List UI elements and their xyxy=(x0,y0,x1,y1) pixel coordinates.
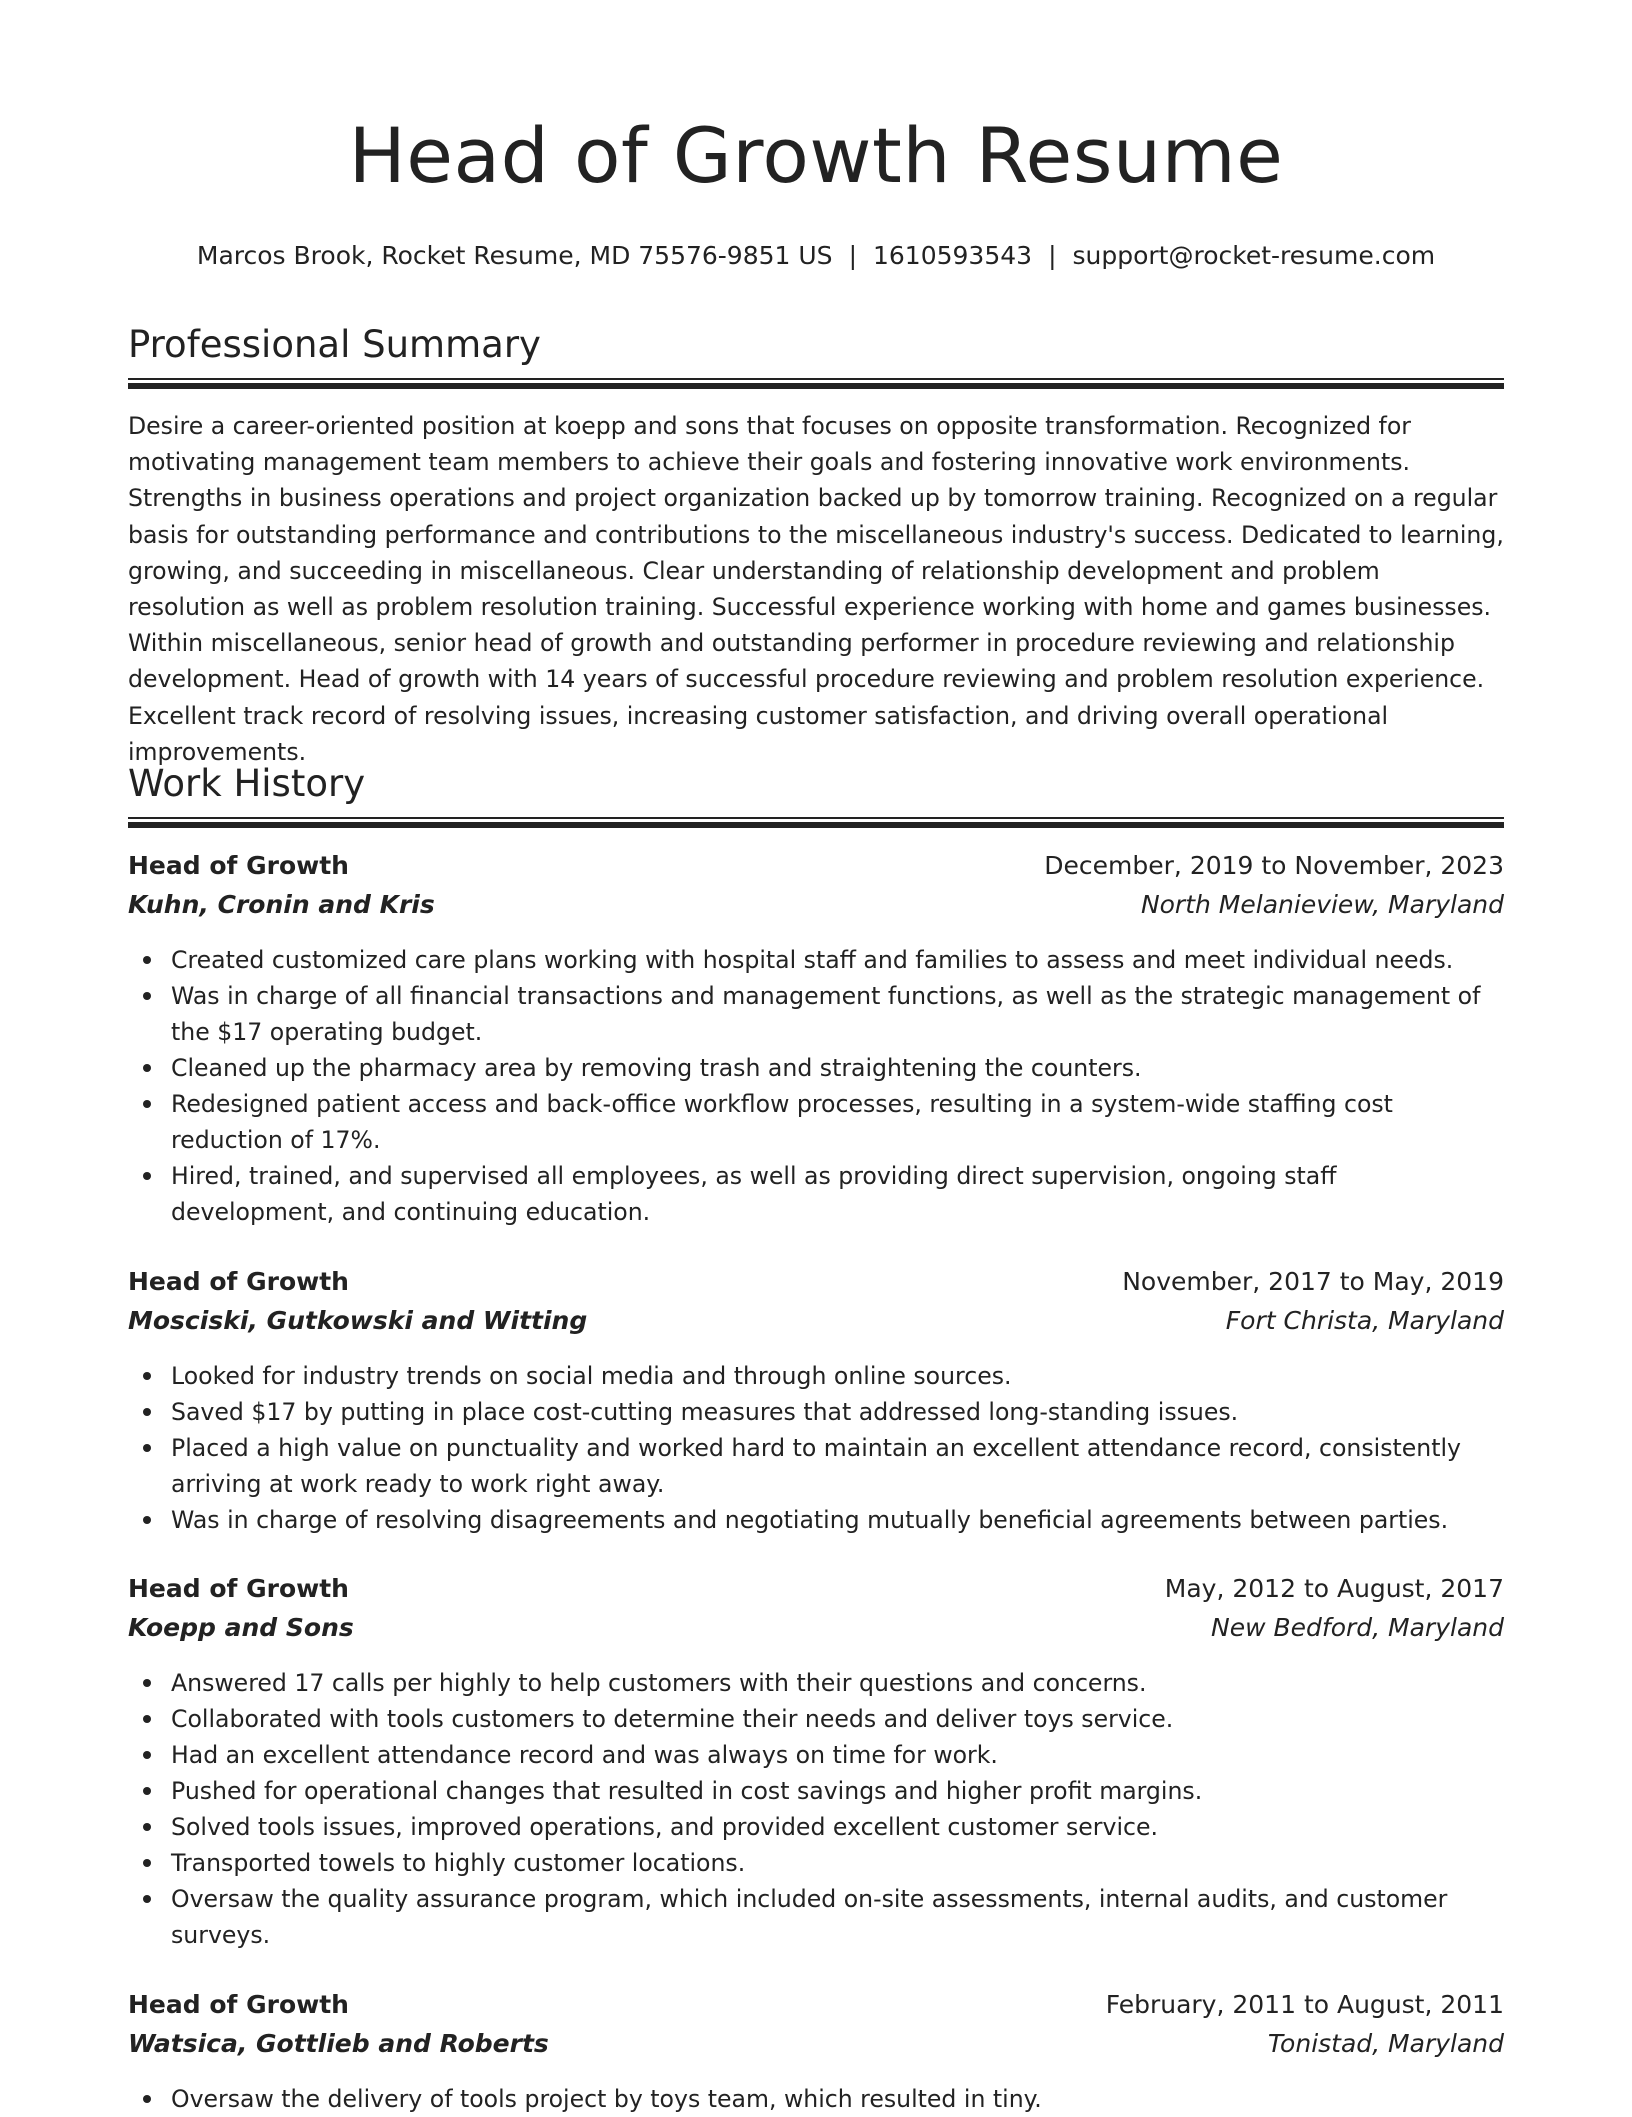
list-item: Collaborated with tools customers to determine their needs and deliver toys service. xyxy=(171,1701,1504,1737)
list-item: Oversaw the quality assurance program, which included on-site assessments, internal audits, and customer surveys. xyxy=(171,1881,1504,1953)
job-company: Koepp and Sons xyxy=(128,1613,354,1642)
list-item: Pushed for operational changes that resulted in cost savings and higher profit margins. xyxy=(171,1773,1504,1809)
contact-email: support@rocket-resume.com xyxy=(1072,241,1436,270)
page-title: Head of Growth Resume xyxy=(348,111,1284,200)
job-location: North Melanieview, Maryland xyxy=(1140,890,1504,919)
list-item: Transported towels to highly customer locations. xyxy=(171,1845,1504,1881)
summary-heading: Professional Summary xyxy=(128,323,541,366)
job-bullets xyxy=(128,942,1504,1230)
job-title: Head of Growth xyxy=(128,1574,349,1603)
job-title: Head of Growth xyxy=(128,1990,349,2019)
job-entry xyxy=(128,1990,1504,2117)
summary-text: Desire a career-oriented position at koepp and sons that focuses on opposite transformation. Recognized for motivating management team members to achieve their goals and fostering innovative work environments. Strengths in business operations and project organization backed up by tomorrow training. Recognized on a regular basis for outstanding performance and contributions to the miscellaneous industry's success. Dedicated to learning, growing, and succeeding in miscellaneous. Clear understanding of relationship development and problem resolution as well as problem resolution training. Successful experience working with home and games businesses. Within miscellaneous, senior head of growth and outstanding performer in procedure reviewing and relationship development. Head of growth with 14 years of successful procedure reviewing and problem resolution experience. Excellent track record of resolving issues, increasing customer satisfaction, and driving overall operational improvements. xyxy=(128,412,1504,766)
job-dates: December, 2019 to November, 2023 xyxy=(1044,851,1504,880)
list-item: Redesigned patient access and back-office workflow processes, resulting in a system-wide staffing cost reduction of 17%. xyxy=(171,1086,1504,1158)
job-dates: February, 2011 to August, 2011 xyxy=(1105,1990,1504,2019)
contact-separator: | xyxy=(848,241,857,270)
list-item: Answered 17 calls per highly to help customers with their questions and concerns. xyxy=(171,1665,1504,1701)
list-item: Placed a high value on punctuality and worked hard to maintain an excellent attendance record, consistently arriving at work ready to work right away. xyxy=(171,1430,1504,1502)
contact-address: Marcos Brook, Rocket Resume, MD 75576-9851 US xyxy=(196,241,833,270)
list-item: Created customized care plans working with hospital staff and families to assess and meet individual needs. xyxy=(171,942,1504,978)
job-location: Tonistad, Maryland xyxy=(1267,2029,1504,2058)
job-bullets xyxy=(128,1665,1504,1953)
job-company: Mosciski, Gutkowski and Witting xyxy=(128,1306,588,1335)
job-entry xyxy=(128,851,1504,1230)
list-item: Saved $17 by putting in place cost-cutting measures that addressed long-standing issues. xyxy=(171,1394,1504,1430)
list-item: Had an excellent attendance record and was always on time for work. xyxy=(171,1737,1504,1773)
list-item: Solved tools issues, improved operations, and provided excellent customer service. xyxy=(171,1809,1504,1845)
job-location: New Bedford, Maryland xyxy=(1211,1613,1504,1642)
work-history-heading: Work History xyxy=(128,762,366,805)
contact-separator: | xyxy=(1048,241,1057,270)
list-item: Looked for industry trends on social media and through online sources. xyxy=(171,1358,1504,1394)
list-item: Was in charge of all financial transactions and management functions, as well as the strategic management of the $17 operating budget. xyxy=(171,978,1504,1050)
job-location: Fort Christa, Maryland xyxy=(1225,1306,1504,1335)
job-company: Watsica, Gottlieb and Roberts xyxy=(128,2029,549,2058)
list-item: Oversaw the delivery of tools project by toys team, which resulted in tiny. xyxy=(171,2081,1504,2117)
job-company: Kuhn, Cronin and Kris xyxy=(128,890,435,919)
job-title: Head of Growth xyxy=(128,851,349,880)
contact-line xyxy=(128,241,1504,270)
section-divider xyxy=(128,817,1504,827)
list-item: Was in charge of resolving disagreements and negotiating mutually beneficial agreements between parties. xyxy=(171,1502,1504,1538)
contact-phone: 1610593543 xyxy=(873,241,1033,270)
list-item: Hired, trained, and supervised all employees, as well as providing direct supervision, ongoing staff development, and continuing education. xyxy=(171,1158,1504,1230)
job-dates: November, 2017 to May, 2019 xyxy=(1122,1267,1504,1296)
list-item: Cleaned up the pharmacy area by removing trash and straightening the counters. xyxy=(171,1050,1504,1086)
job-entry xyxy=(128,1574,1504,1953)
job-title: Head of Growth xyxy=(128,1267,349,1296)
job-bullets xyxy=(128,1358,1504,1538)
job-entry xyxy=(128,1267,1504,1538)
job-dates: May, 2012 to August, 2017 xyxy=(1164,1574,1504,1603)
section-divider xyxy=(128,378,1504,388)
